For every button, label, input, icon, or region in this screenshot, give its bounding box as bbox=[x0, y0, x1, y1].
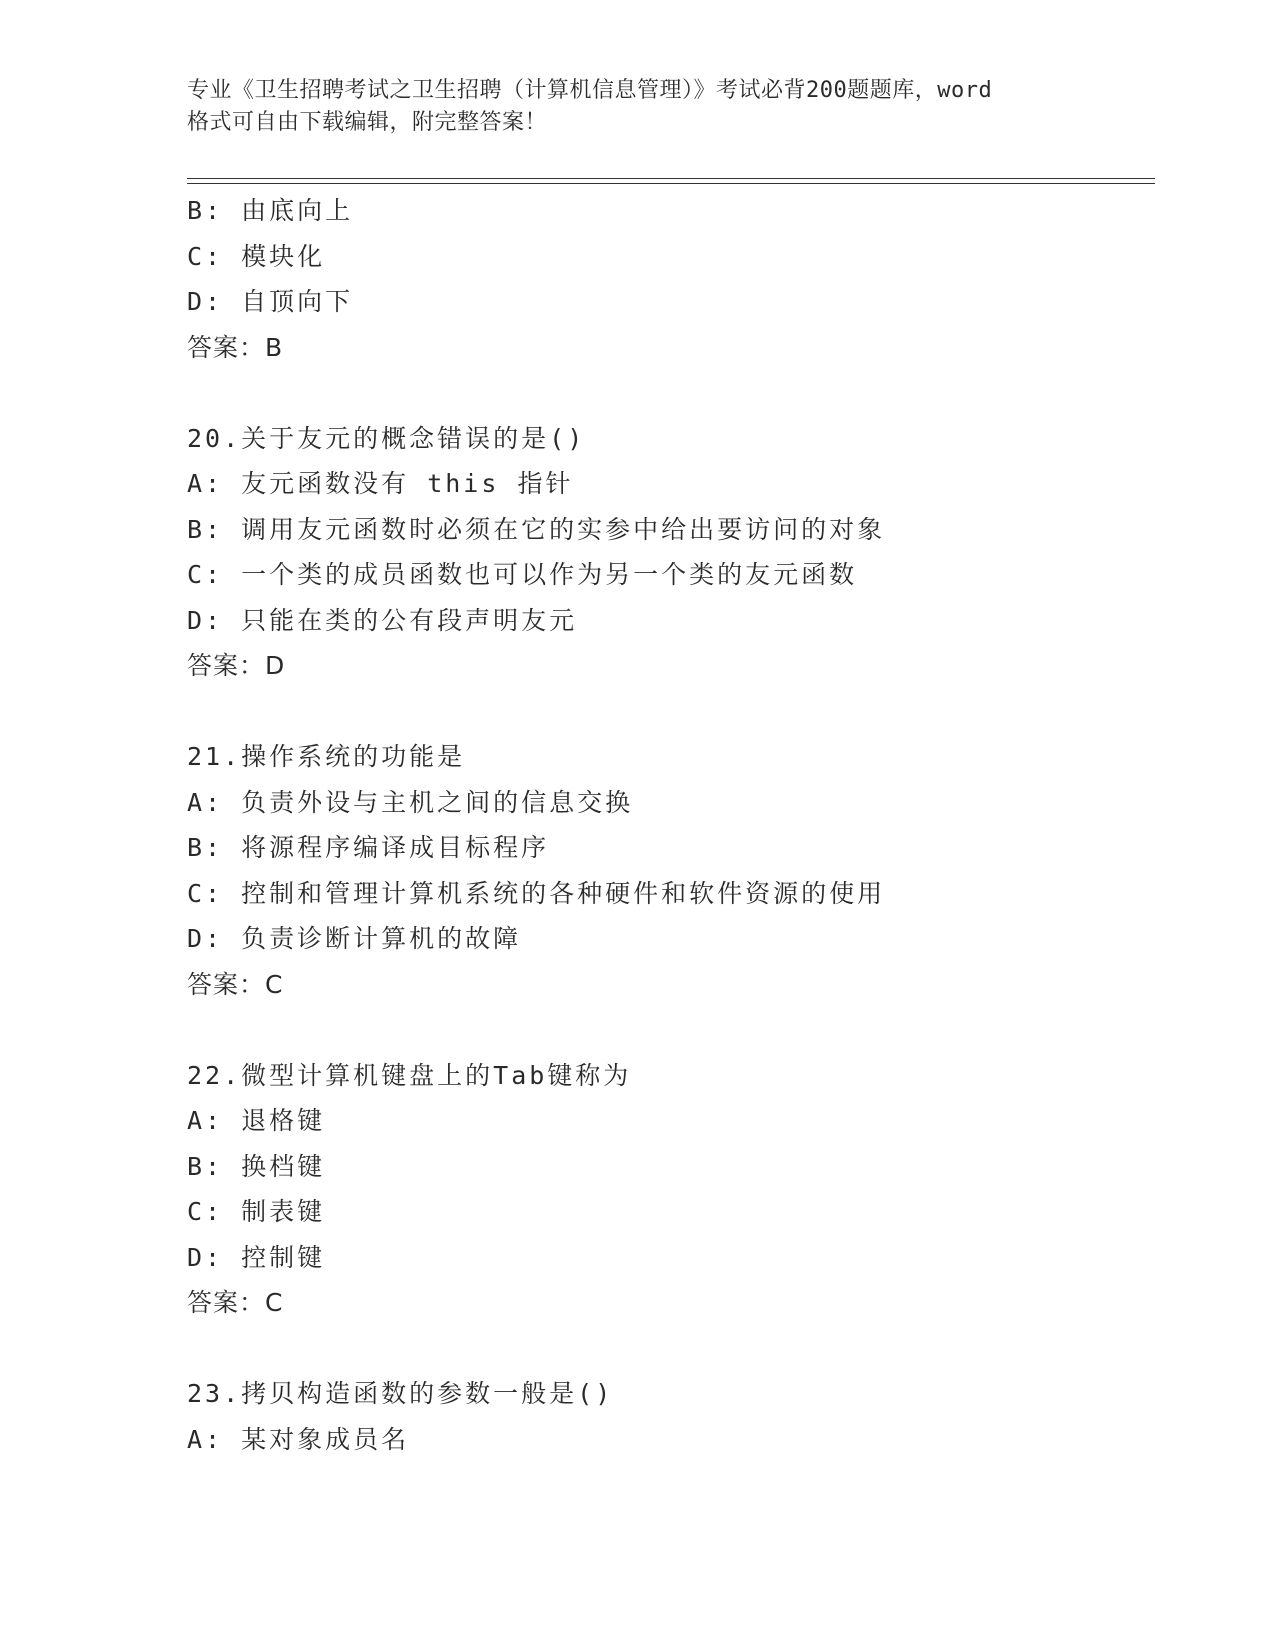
question-text: 22.微型计算机键盘上的Tab键称为 bbox=[187, 1060, 632, 1090]
option-b: B: 换档键 bbox=[187, 1151, 326, 1181]
header-divider-top bbox=[187, 178, 1155, 179]
question-text: 23.拷贝构造函数的参数一般是() bbox=[187, 1379, 614, 1408]
question-19 bbox=[187, 188, 1147, 370]
answer-line: 答案：C bbox=[187, 969, 284, 999]
document-header bbox=[187, 75, 1107, 139]
option-c: C: 一个类的成员函数也可以作为另一个类的友元函数 bbox=[187, 560, 858, 589]
option-c: C: 控制和管理计算机系统的各种硬件和软件资源的使用 bbox=[187, 878, 886, 908]
question-text: 20.关于友元的概念错误的是() bbox=[187, 423, 586, 453]
spacer bbox=[187, 370, 1147, 416]
header-divider-bottom bbox=[187, 183, 1155, 184]
header-title-line-2: 格式可自由下载编辑，附完整答案！ bbox=[187, 110, 548, 135]
question-22 bbox=[187, 1053, 1147, 1326]
option-d: D: 只能在类的公有段声明友元 bbox=[187, 605, 578, 635]
option-d: D: 控制键 bbox=[187, 1242, 326, 1272]
option-a: A: 退格键 bbox=[187, 1106, 326, 1135]
option-a: A: 负责外设与主机之间的信息交换 bbox=[187, 787, 634, 817]
option-b: B: 调用友元函数时必须在它的实参中给出要访问的对象 bbox=[187, 514, 886, 544]
header-title-line-1: 专业《卫生招聘考试之卫生招聘（计算机信息管理）》考试必背200题题库，word bbox=[187, 78, 993, 103]
answer-line: 答案：B bbox=[187, 332, 284, 362]
option-c: C: 制表键 bbox=[187, 1197, 326, 1226]
option-d: D: 负责诊断计算机的故障 bbox=[187, 924, 522, 953]
answer-line: 答案：D bbox=[187, 651, 286, 680]
question-text: 21.操作系统的功能是 bbox=[187, 742, 466, 771]
option-b: B: 将源程序编译成目标程序 bbox=[187, 833, 550, 862]
option-b: B: 由底向上 bbox=[187, 196, 354, 225]
option-d: D: 自顶向下 bbox=[187, 287, 354, 316]
spacer bbox=[187, 1326, 1147, 1372]
question-list bbox=[187, 188, 1147, 1462]
option-a: A: 友元函数没有 this 指针 bbox=[187, 469, 574, 498]
option-a: A: 某对象成员名 bbox=[187, 1424, 410, 1454]
question-23 bbox=[187, 1371, 1147, 1462]
answer-line: 答案：C bbox=[187, 1288, 284, 1317]
question-20 bbox=[187, 416, 1147, 689]
spacer bbox=[187, 1007, 1147, 1053]
option-c: C: 模块化 bbox=[187, 241, 326, 271]
question-21 bbox=[187, 734, 1147, 1007]
spacer bbox=[187, 689, 1147, 735]
